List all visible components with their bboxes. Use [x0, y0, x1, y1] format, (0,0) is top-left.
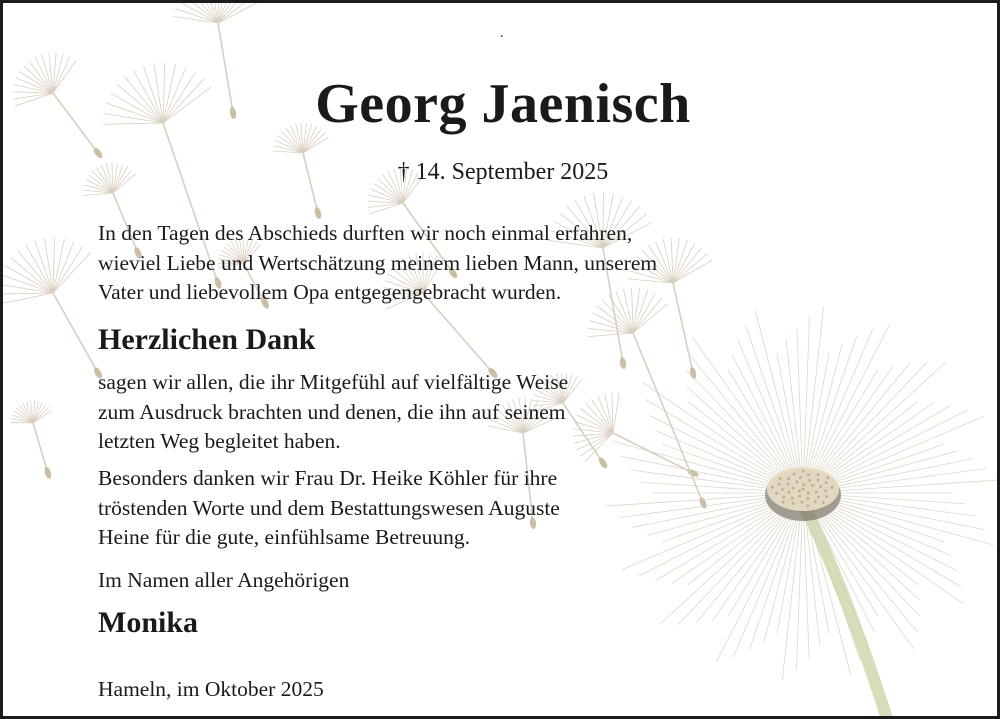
deceased-name: Georg Jaenisch	[315, 73, 691, 135]
signature: Monika	[98, 606, 199, 639]
thanks-line: zum Ausdruck brachten und denen, die ihn auf seinem	[98, 399, 566, 424]
closing-line: Im Namen aller Angehörigen	[98, 568, 350, 592]
place-date: Hameln, im Oktober 2025	[98, 677, 324, 701]
thanks-heading: Herzlichen Dank	[98, 323, 316, 356]
special-thanks-line: tröstenden Worte und dem Bestattungswesen Auguste	[98, 495, 560, 520]
top-dot: .	[500, 26, 504, 41]
thanks-line: letzten Weg begleitet haben.	[98, 429, 341, 453]
intro-paragraph	[98, 219, 657, 308]
special-thanks-paragraph	[98, 464, 560, 553]
intro-line: wieviel Liebe und Wertschätzung meinem lieben Mann, unserem	[98, 250, 658, 275]
special-thanks-line: Besonders danken wir Frau Dr. Heike Köhler für ihre	[98, 466, 558, 490]
thanks-line: sagen wir allen, die ihr Mitgefühl auf vielfältige Weise	[98, 370, 569, 394]
dandelion-flower	[605, 306, 1000, 719]
death-date: † 14. September 2025	[397, 159, 609, 185]
thanks-paragraph	[98, 368, 568, 457]
special-thanks-line: Heine für die gute, einfühlsame Betreuung.	[98, 525, 470, 549]
intro-line: In den Tagen des Abschieds durften wir noch einmal erfahren,	[98, 221, 633, 245]
intro-line: Vater und liebevollem Opa entgegengebracht wurden.	[98, 280, 562, 304]
